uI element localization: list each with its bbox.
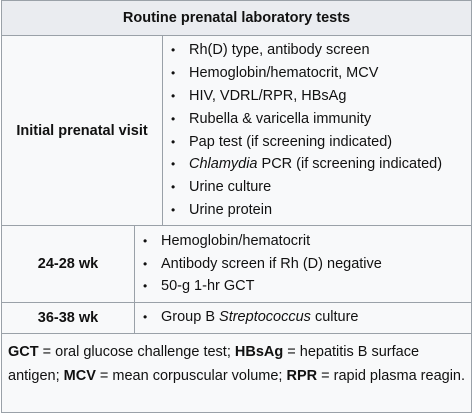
list-item xyxy=(171,85,471,108)
text-part: Rubella & varicella immunity xyxy=(189,110,372,127)
table-row xyxy=(2,303,471,334)
list-item-text xyxy=(161,309,358,325)
text-part: 50-g 1-hr GCT xyxy=(161,278,255,295)
bullet-icon: • xyxy=(143,256,148,271)
text-part: PCR (if screening indicated) xyxy=(257,156,443,173)
text-part: Group B xyxy=(161,309,220,326)
text-part: Hemoglobin/hematocrit xyxy=(161,232,311,249)
text-part: Urine culture xyxy=(189,179,272,196)
list-item xyxy=(171,107,471,130)
bullet-icon: • xyxy=(171,180,176,195)
bullet-icon: • xyxy=(171,88,176,103)
bullet-icon: • xyxy=(171,202,176,217)
test-list xyxy=(135,303,471,333)
text-part: culture xyxy=(310,309,359,326)
row-label: 24-28 wk xyxy=(2,226,135,301)
list-item-text xyxy=(161,256,382,272)
list-item-text xyxy=(189,202,272,218)
bullet-icon: • xyxy=(171,111,176,126)
bullet-icon: • xyxy=(171,157,176,172)
list-item-text xyxy=(161,233,310,249)
table-row xyxy=(2,226,471,302)
prenatal-tests-table xyxy=(1,0,472,413)
list-item-text xyxy=(189,88,346,104)
list-item-text xyxy=(189,111,371,127)
abbreviation-term: RPR xyxy=(286,367,318,384)
abbreviation-definition: = hepatitis B surface antigen; xyxy=(8,343,420,384)
list-item xyxy=(171,39,471,62)
bullet-icon: • xyxy=(143,310,148,325)
abbreviation-term: GCT xyxy=(8,343,39,360)
list-item xyxy=(171,199,471,222)
abbreviation-definition: = oral glucose challenge test; xyxy=(38,343,235,360)
list-item-text xyxy=(161,278,254,294)
list-item-text xyxy=(189,42,370,58)
table-footnote xyxy=(2,334,471,388)
bullet-icon: • xyxy=(171,43,176,58)
list-item xyxy=(143,229,471,252)
text-part: Hemoglobin/hematocrit, MCV xyxy=(189,65,379,82)
text-part: Urine protein xyxy=(189,201,273,218)
list-item xyxy=(143,252,471,275)
row-label: Initial prenatal visit xyxy=(2,36,163,225)
list-item xyxy=(143,306,471,329)
test-list xyxy=(135,226,471,301)
text-part: Rh(D) type, antibody screen xyxy=(189,42,370,59)
italic-term: Streptococcus xyxy=(219,309,311,326)
bullet-icon: • xyxy=(171,134,176,149)
list-item-text xyxy=(189,134,392,150)
list-item xyxy=(143,275,471,298)
abbreviation-term: HBsAg xyxy=(234,343,284,360)
list-item xyxy=(171,176,471,199)
abbreviation-definition: = rapid plasma reagin. xyxy=(317,367,466,384)
italic-term: Chlamydia xyxy=(189,156,258,173)
bullet-icon: • xyxy=(171,66,176,81)
list-item-text xyxy=(189,179,271,195)
table-body xyxy=(2,36,471,334)
text-part: Pap test (if screening indicated) xyxy=(189,133,393,150)
list-item xyxy=(171,153,471,176)
text-part: HIV, VDRL/RPR, HBsAg xyxy=(189,87,347,104)
row-label: 36-38 wk xyxy=(2,303,135,333)
list-item-text xyxy=(189,65,378,81)
bullet-icon: • xyxy=(143,279,148,294)
text-part: Antibody screen if Rh (D) negative xyxy=(161,255,382,272)
bullet-icon: • xyxy=(143,233,148,248)
list-item-text xyxy=(189,156,442,172)
list-item xyxy=(171,130,471,153)
table-title: Routine prenatal laboratory tests xyxy=(2,1,471,36)
table-row xyxy=(2,36,471,226)
test-list xyxy=(163,36,471,225)
abbreviation-term: MCV xyxy=(63,367,96,384)
abbreviation-definition: = mean corpuscular volume; xyxy=(95,367,287,384)
list-item xyxy=(171,62,471,85)
